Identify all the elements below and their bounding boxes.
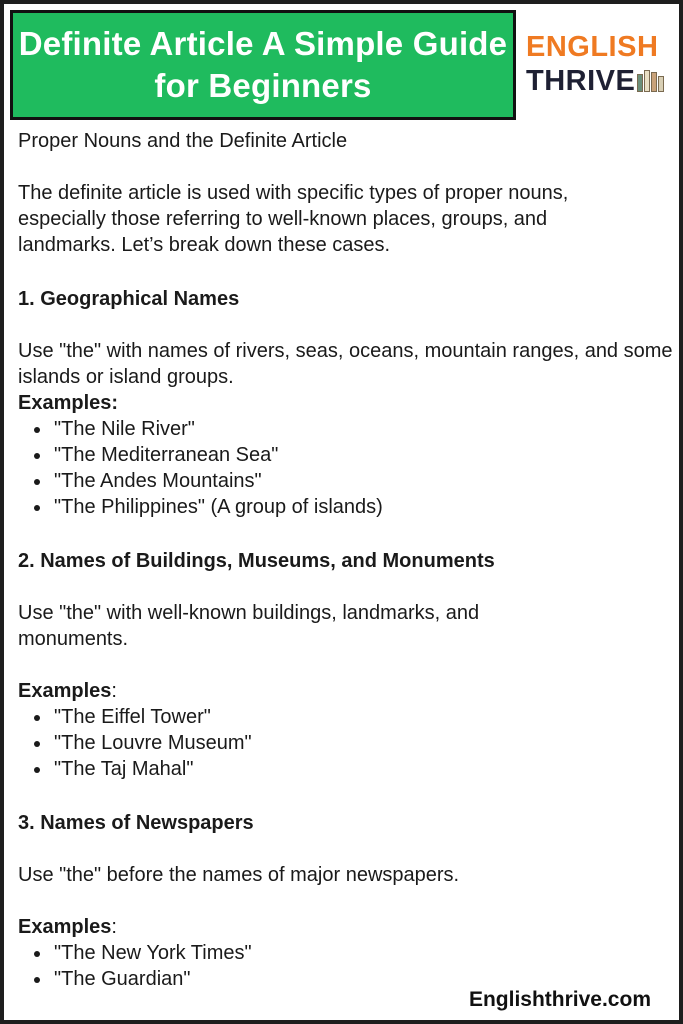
section-body-newspapers: Use "the" before the names of major newspapers. [18,864,460,886]
intro-paragraph: The definite article is used with specific types of proper nouns, especially those referring to well-known places, groups, and landmarks. Let’s break down these cases. [18,182,569,256]
examples-list-geographical [18,416,678,520]
examples-label: Examples: [18,680,117,702]
section-heading-buildings: 2. Names of Buildings, Museums, and Monuments [18,550,495,572]
section-body-buildings: Use "the" with well-known buildings, landmarks, and monuments. [18,602,480,650]
section-heading-geographical: 1. Geographical Names [18,288,240,310]
list-item: "The Louvre Museum" [54,730,678,756]
list-item: "The Guardian" [54,966,678,992]
list-item: "The Eiffel Tower" [54,704,678,730]
list-item: "The New York Times" [54,940,678,966]
section-heading-newspapers: 3. Names of Newspapers [18,812,254,834]
examples-list-newspapers [18,940,678,992]
section-body-geographical: Use "the" with names of rivers, seas, oceans, mountain ranges, and some islands or island groups. [18,340,673,388]
english-thrive-logo [526,30,676,102]
examples-label: Examples: [18,392,119,414]
list-item: "The Philippines" (A group of islands) [54,494,678,520]
list-item: "The Taj Mahal" [54,756,678,782]
examples-list-buildings [18,704,678,782]
logo-text-thrive-row [526,64,676,98]
list-item: "The Mediterranean Sea" [54,442,678,468]
page-title: Definite Article A Simple Guide for Beginners [18,25,508,104]
website-footer: Englishthrive.com [468,988,651,1011]
title-banner [10,10,516,120]
examples-label: Examples: [18,916,117,938]
books-icon [637,70,665,92]
list-item: "The Nile River" [54,416,678,442]
article-content [18,128,678,992]
logo-text-english: ENGLISH [526,31,659,63]
list-item: "The Andes Mountains" [54,468,678,494]
logo-text-thrive: THRIVE [526,65,636,97]
intro-heading: Proper Nouns and the Definite Article [18,130,348,152]
